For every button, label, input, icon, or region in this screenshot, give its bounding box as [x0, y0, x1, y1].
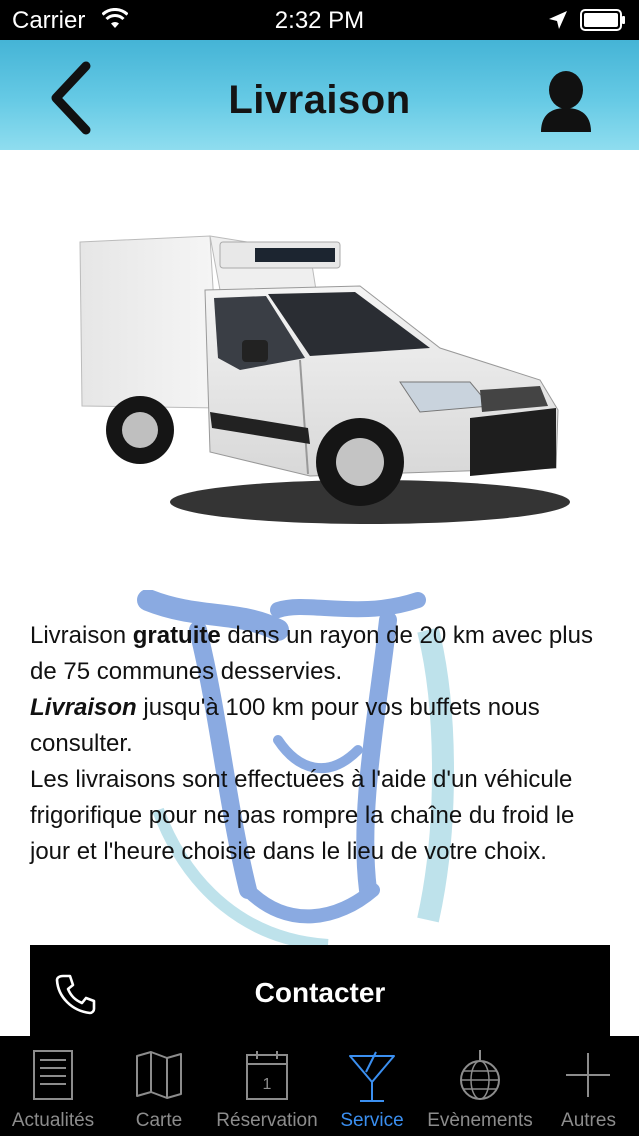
map-book-icon [135, 1050, 183, 1100]
status-bar [0, 0, 639, 40]
cocktail-glass-icon [346, 1050, 398, 1104]
description-paragraph-1: Livraison gratuite dans un rayon de 20 km avec plus de 75 communes desservies. [30, 622, 593, 685]
navigation-bar [0, 40, 639, 150]
tab-bar [0, 1036, 639, 1136]
tab-actualites[interactable] [0, 1036, 106, 1136]
user-profile-icon[interactable] [538, 70, 594, 136]
tab-label: Réservation [216, 1110, 318, 1131]
refrigerated-van-image [70, 230, 570, 530]
calendar-day: 1 [262, 1076, 272, 1093]
contact-button[interactable] [30, 945, 610, 1036]
tab-label: Carte [135, 1110, 183, 1131]
tab-evenements[interactable] [422, 1036, 538, 1136]
clock: 2:32 PM [274, 7, 365, 34]
delivery-description [30, 618, 610, 870]
tab-label: Service [340, 1110, 404, 1131]
main-content [0, 150, 639, 1036]
tab-label: Evènements [427, 1110, 533, 1131]
disco-ball-icon [458, 1050, 502, 1104]
tab-service[interactable] [322, 1036, 422, 1136]
plus-icon [563, 1050, 613, 1100]
battery-icon [580, 9, 626, 31]
tab-autres[interactable] [538, 1036, 639, 1136]
description-paragraph-2: Livraison jusqu'à 100 km pour vos buffets nous consulter. [30, 694, 540, 757]
tab-label: Actualités [11, 1110, 95, 1131]
tab-label: Autres [561, 1110, 616, 1131]
contact-button-label: Contacter [254, 977, 386, 1008]
location-arrow-icon [547, 9, 569, 31]
tab-carte[interactable] [106, 1036, 212, 1136]
calendar-icon [246, 1050, 288, 1100]
carrier-label: Carrier [12, 7, 86, 34]
tab-reservation[interactable] [212, 1036, 322, 1136]
newspaper-icon [33, 1050, 73, 1100]
description-paragraph-3: Les livraisons sont effectuées à l'aide d'un véhicule frigorifique pour ne pas rompre la chaîne du froid le jour et l'heure choisie dans le lieu de votre choix. [30, 766, 575, 865]
page-title: Livraison [228, 78, 411, 122]
